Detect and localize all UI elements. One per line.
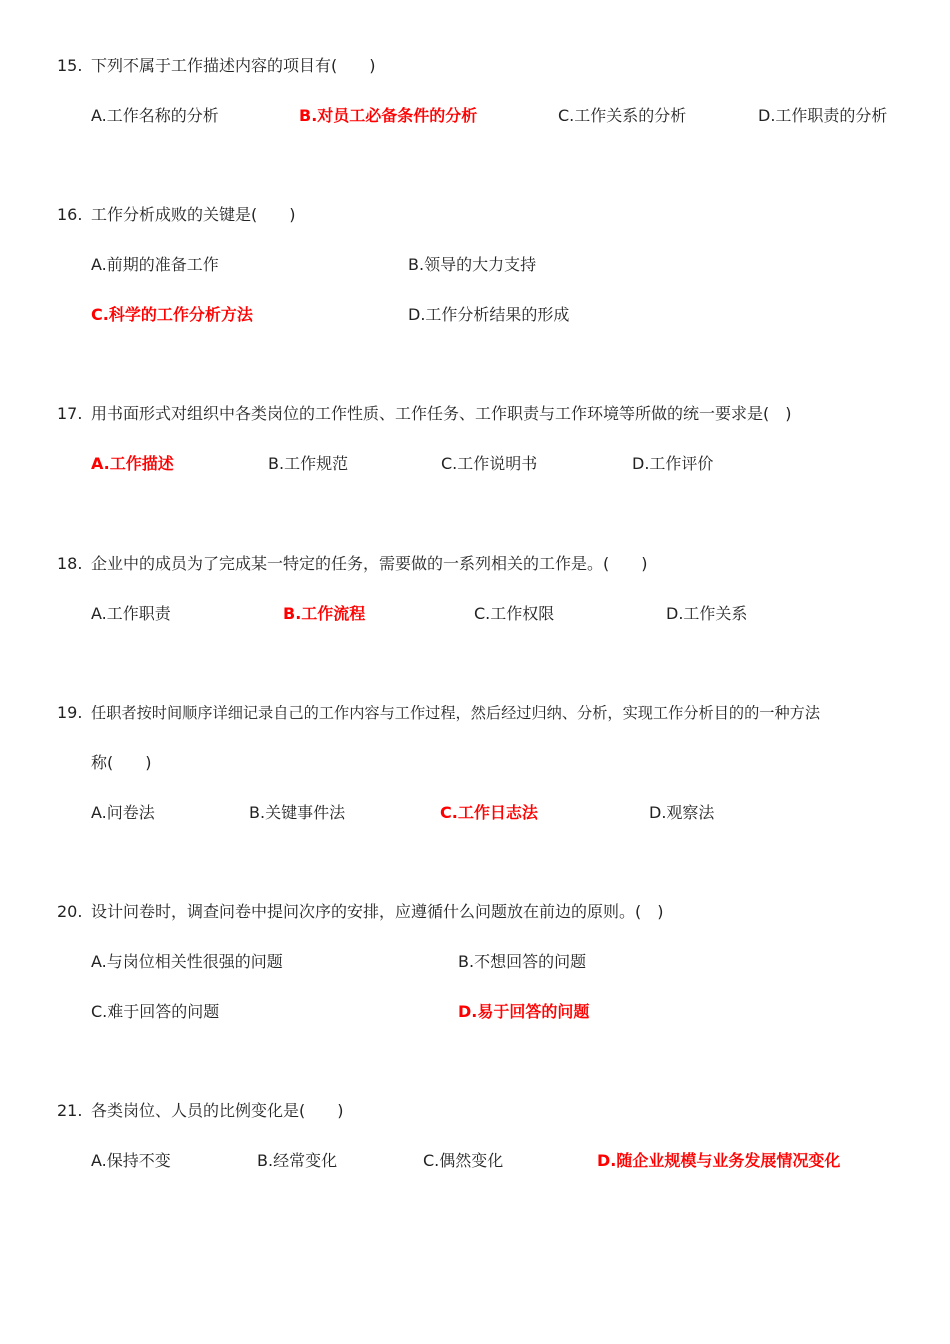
question-stem-continued: 称( ) <box>91 753 152 772</box>
option-b: B.经常变化 <box>257 1151 338 1170</box>
option-d: D.工作评价 <box>632 454 714 473</box>
option-a: A.前期的准备工作 <box>91 255 219 274</box>
option-d: D.工作关系 <box>666 604 748 623</box>
option-c-correct: C.工作日志法 <box>440 803 538 822</box>
option-b-correct: B.对员工必备条件的分析 <box>299 106 478 125</box>
option-c-correct: C.科学的工作分析方法 <box>91 305 253 324</box>
option-d-correct: D.易于回答的问题 <box>458 1002 590 1021</box>
question-number: 16. <box>57 205 83 224</box>
question-number: 19. <box>57 703 83 722</box>
option-c: C.偶然变化 <box>423 1151 504 1170</box>
option-d-correct: D.随企业规模与业务发展情况变化 <box>597 1151 841 1170</box>
option-b: B.不想回答的问题 <box>458 952 587 971</box>
question-stem: 任职者按时间顺序详细记录自己的工作内容与工作过程，然后经过归纳、分析，实现工作分析目的的一种方法 <box>91 704 820 722</box>
question-stem: 各类岗位、人员的比例变化是( ) <box>91 1101 344 1120</box>
question-number: 18. <box>57 554 83 573</box>
option-a: A.工作职责 <box>91 604 171 623</box>
option-a: A.与岗位相关性很强的问题 <box>91 952 283 971</box>
question-stem: 工作分析成败的关键是( ) <box>91 205 296 224</box>
option-b-correct: B.工作流程 <box>283 604 366 623</box>
question-stem: 企业中的成员为了完成某一特定的任务，需要做的一系列相关的工作是。( ) <box>91 554 648 573</box>
option-a-correct: A.工作描述 <box>91 454 174 473</box>
option-d: D.观察法 <box>649 803 715 822</box>
option-a: A.问卷法 <box>91 803 155 822</box>
option-a: A.工作名称的分析 <box>91 106 219 125</box>
option-d: D.工作职责的分析 <box>758 106 888 125</box>
question-number: 20. <box>57 902 83 921</box>
option-b: B.关键事件法 <box>249 803 346 822</box>
option-b: B.工作规范 <box>268 454 349 473</box>
option-a: A.保持不变 <box>91 1151 171 1170</box>
question-stem: 下列不属于工作描述内容的项目有( ) <box>91 56 376 75</box>
question-stem: 设计问卷时，调查问卷中提问次序的安排，应遵循什么问题放在前边的原则。( ) <box>91 902 664 921</box>
option-c: C.工作权限 <box>474 604 555 623</box>
question-number: 21. <box>57 1101 83 1120</box>
option-c: C.难于回答的问题 <box>91 1002 220 1021</box>
option-b: B.领导的大力支持 <box>408 255 537 274</box>
question-stem: 用书面形式对组织中各类岗位的工作性质、工作任务、工作职责与工作环境等所做的统一要求是( ) <box>91 404 792 423</box>
option-c: C.工作关系的分析 <box>558 106 687 125</box>
option-d: D.工作分析结果的形成 <box>408 305 570 324</box>
option-c: C.工作说明书 <box>441 454 538 473</box>
question-number: 17. <box>57 404 83 423</box>
question-number: 15. <box>57 56 83 75</box>
